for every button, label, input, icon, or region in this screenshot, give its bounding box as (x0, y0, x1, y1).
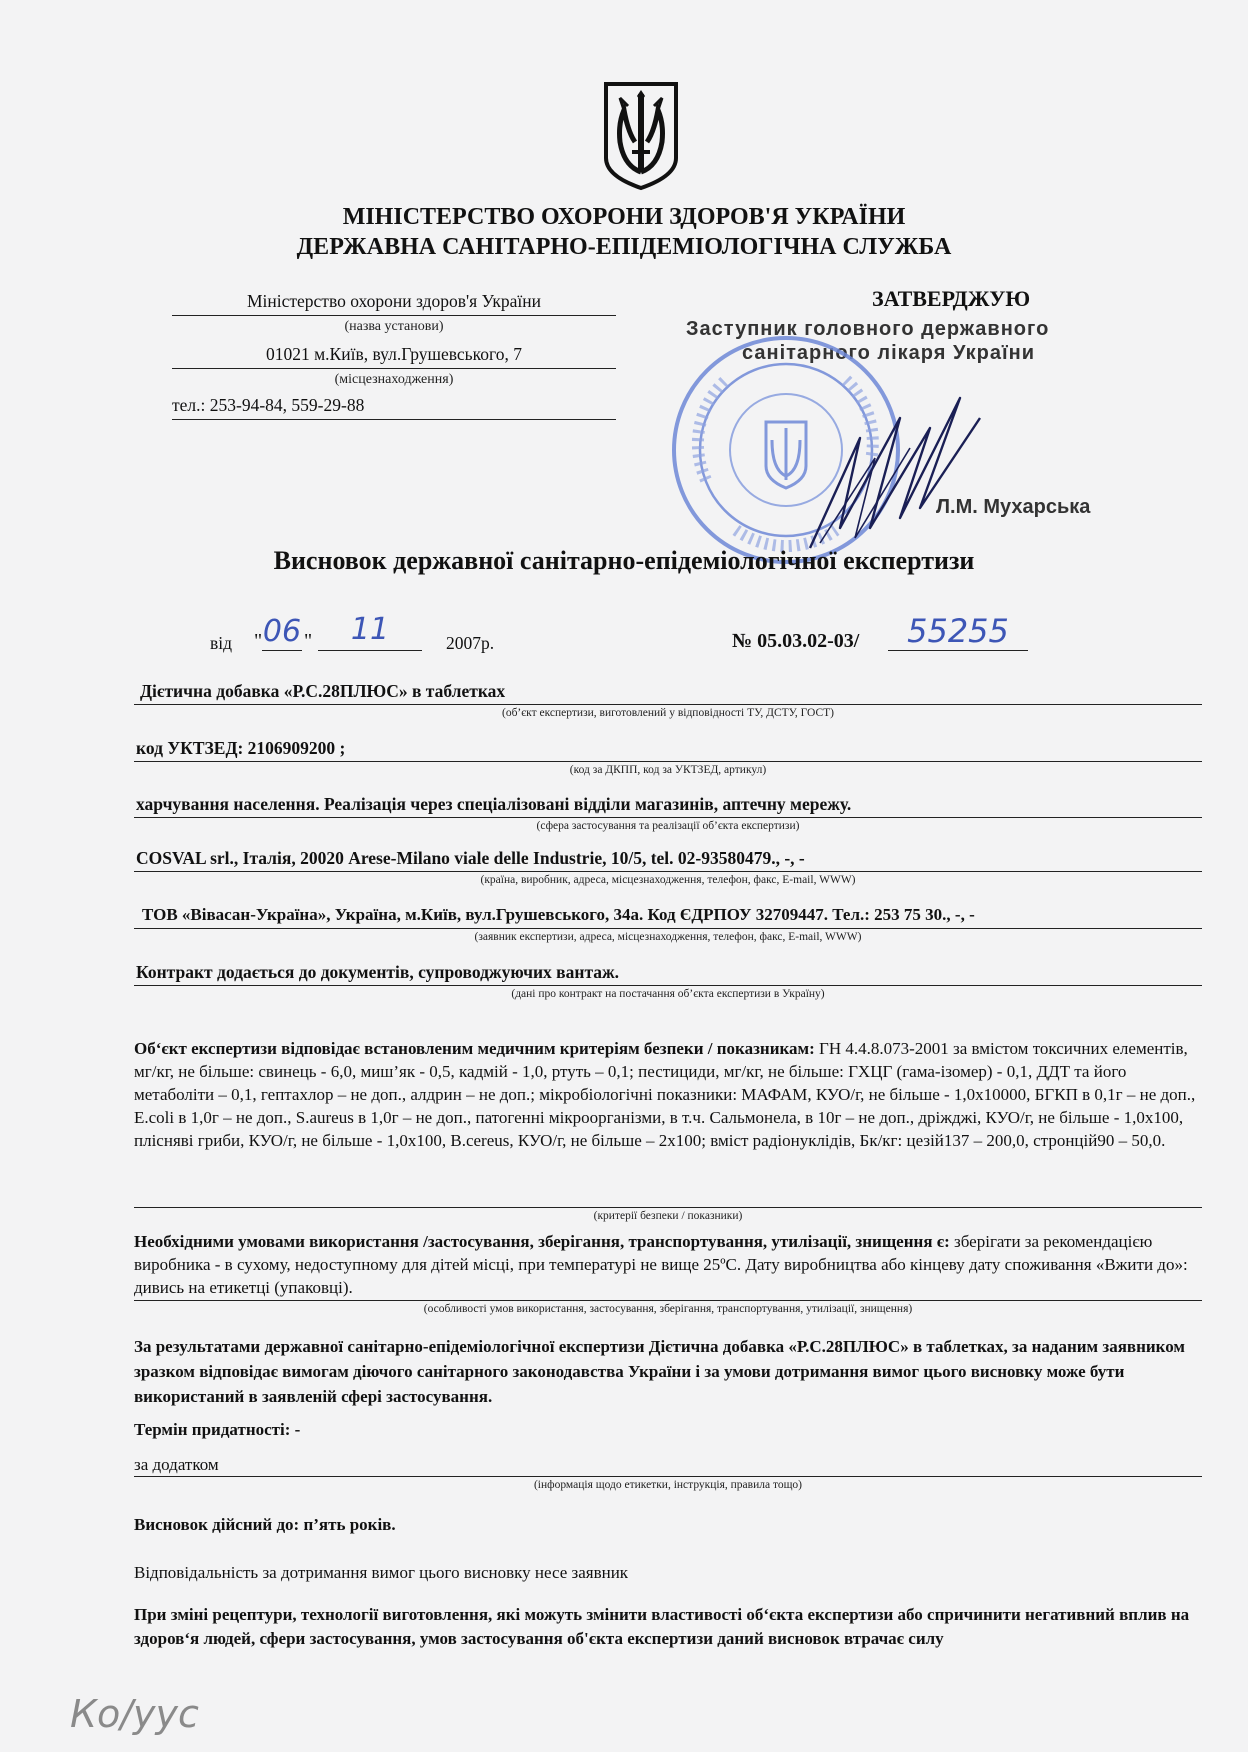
field-scope: харчування населення. Реалізація через спеціалізовані відділи магазинів, аптечну мережу. (136, 794, 852, 814)
service-title: ДЕРЖАВНА САНІТАРНО-ЕПІДЕМІОЛОГІЧНА СЛУЖБА (296, 234, 952, 260)
institution-address: 01021 м.Київ, вул.Грушевського, 7 (265, 344, 523, 364)
number-prefix: № 05.03.02-03/ (732, 630, 860, 652)
conditions-text: зберігати за рекомендацією виробника - в сухому, недоступному для дітей місці, при температурі не вище 25ºС. Дату виробництва або кінцеву дату споживання «Вжити до»: дивись на етикетці (упаковці). (134, 1232, 1188, 1297)
responsibility: Відповідальність за дотримання вимог цього висновку несе заявник (134, 1563, 629, 1582)
date-year: 2007р. (446, 633, 495, 653)
institution-phone: тел.: 253-94-84, 559-29-88 (172, 395, 365, 415)
date-month: 11 (350, 612, 390, 647)
document-number: 55255 (907, 612, 1009, 650)
conditions-caption: (особливості умов використання, застосування, зберігання, транспортування, утилізації, знищення) (423, 1303, 913, 1315)
approval-position-line2: санітарного лікаря України (742, 342, 1036, 364)
field-code-line (134, 761, 1202, 762)
field-manufacturer-line (134, 871, 1202, 872)
approval-signer: Л.М. Мухарська (936, 496, 1091, 518)
field-object-line (134, 704, 1202, 705)
field-object-caption: (об’єкт експертизи, виготовлений у відповідності ТУ, ДСТУ, ГОСТ) (501, 707, 835, 719)
field-applicant-caption: (заявник експертизи, адреса, місцезнаходження, телефон, факс, E-mail, WWW) (474, 931, 862, 943)
date-day: 06 (262, 614, 302, 649)
institution-name-line (172, 315, 616, 316)
ministry-title: МІНІСТЕРСТВО ОХОРОНИ ЗДОРОВ'Я УКРАЇНИ (342, 204, 906, 230)
label-info-line (134, 1476, 1202, 1477)
approval-title: ЗАТВЕРДЖУЮ (872, 286, 1031, 311)
handwritten-note: Ко/уус (70, 1692, 199, 1736)
trident-emblem-icon (602, 80, 680, 192)
conditions (134, 1230, 1202, 1299)
institution-name: Міністерство охорони здоров'я України (246, 291, 542, 311)
field-manufacturer-caption: (країна, виробник, адреса, місцезнаходження, телефон, факс, E-mail, WWW) (480, 874, 856, 886)
safety-criteria (134, 1037, 1202, 1152)
institution-name-caption: (назва установи) (344, 319, 444, 334)
safety-text: ГН 4.4.8.073-2001 за вмістом токсичних елементів, мг/кг, не більше: свинець - 6,0, миш’як - 0,5, кадмій - 1,0, ртуть – 0,1; пестициди, мг/кг, не більше: ГХЦГ (гама-ізомер) - 0,1, ДДТ та його метаболіти – 0,1, гептахлор – не доп., алдрин – не доп.; мікробіологічні показники: МАФАМ, КУО/г, не більше - 1,0х10000, БГКП в 0,1г – не доп., E.coli в 1,0г – не доп., S.aureus в 1,0г – не доп., патогенні мікроорганізми, в т.ч. Сальмонела, в 10г – не доп., дріжджі, КУО/г, не більше - 1,0х100, плісняві гриби, КУО/г, не більше - 1,0х100, B.cereus, КУО/г, не більше – 2х100; вміст радіонуклідів, Бк/кг: цезій137 – 200,0, стронцій90 – 50,0. (134, 1039, 1196, 1150)
institution-address-caption: (місцезнаходження) (334, 372, 454, 387)
field-contract: Контракт додається до документів, супроводжуючих вантаж. (136, 962, 620, 982)
field-scope-caption: (сфера застосування та реалізації об’єкта експертизи) (536, 820, 800, 832)
conclusion-text: За результатами державної санітарно-епідеміологічної експертизи Дієтична добавка «Р.С.28ПЛЮС» в таблетках, за наданим заявником зразком відповідає вимогам діючого санітарного законодавства України і за умови дотримання вимог цього висновку може бути використаний в заявленій сфері застосування. (134, 1337, 1186, 1406)
label-info-caption: (інформація щодо етикетки, інструкція, правила тощо) (533, 1479, 803, 1491)
signature-icon (790, 378, 990, 568)
final-note: При зміні рецептури, технології виготовлення, які можуть змінити властивості об‘єкта експертизи або спричинити негативний вплив на здоров‘я людей, сфери застосування, умов застосування об'єкта експертизи даний висновок втрачає силу (134, 1605, 1190, 1648)
date-day-line (262, 650, 302, 651)
approval-position-line1: Заступник головного державного (686, 318, 1050, 340)
validity: Висновок дійсний до: п’ять років. (134, 1515, 396, 1534)
shelf-life: Термін придатності: - (134, 1420, 301, 1439)
date-prefix: від (210, 633, 233, 653)
date-open-quote: " (254, 630, 263, 652)
field-applicant-line (134, 928, 1202, 929)
document-title: Висновок державної санітарно-епідеміологічної експертизи (273, 546, 975, 575)
field-manufacturer: COSVAL srl., Італія, 20020 Arese-Milano viale delle Industrie, 10/5, tel. 02-93580479., -, - (136, 848, 805, 868)
conditions-lead: Необхідними умовами використання /застосування, зберігання, транспортування, утилізації, знищення є: (134, 1232, 950, 1251)
safety-caption: (критерії безпеки / показники) (593, 1210, 743, 1222)
field-object: Дієтична добавка «Р.С.28ПЛЮС» в таблетках (140, 681, 506, 701)
document-number-line (888, 650, 1028, 651)
safety-line (134, 1207, 1202, 1208)
institution-address-line (172, 368, 616, 369)
label-info: за додатком (134, 1455, 219, 1474)
field-code-caption: (код за ДКПП, код за УКТЗЕД, артикул) (569, 764, 767, 776)
field-contract-caption: (дані про контракт на постачання об’єкта експертизи в Україну) (511, 988, 825, 1000)
date-close-quote: " (304, 630, 313, 652)
field-scope-line (134, 817, 1202, 818)
safety-lead: Об‘єкт експертизи відповідає встановленим медичним критеріям безпеки / показникам: (134, 1039, 815, 1058)
institution-phone-line (172, 419, 616, 420)
field-applicant: ТОВ «Вівасан-Україна», Україна, м.Київ, вул.Грушевського, 34а. Код ЄДРПОУ 32709447. Тел.: 253 75 30., -, - (142, 905, 975, 924)
conditions-line (134, 1300, 1202, 1301)
field-contract-line (134, 985, 1202, 986)
date-month-line (318, 650, 422, 651)
field-code: код УКТЗЕД: 2106909200 ; (136, 738, 346, 758)
